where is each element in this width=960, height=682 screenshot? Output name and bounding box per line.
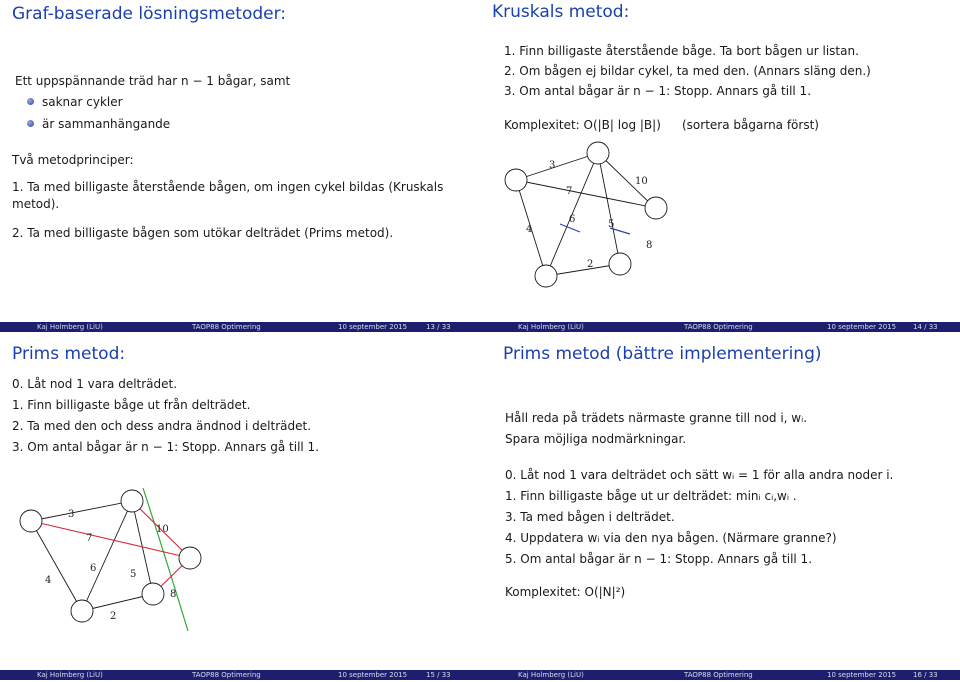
footer-date: 10 september 2015 xyxy=(338,323,408,331)
edge-weight: 5 xyxy=(608,219,615,230)
principle-1-line-1: 1. Ta med billigaste återstående bågen, om ingen cykel bildas (Kruskals xyxy=(12,180,444,194)
graph-node xyxy=(535,265,557,287)
step: 0. Låt nod 1 vara delträdet och sätt wᵢ = 1 för alla andra noder i. xyxy=(505,468,894,482)
edge-weight: 4 xyxy=(526,224,533,235)
graph-node xyxy=(20,510,42,532)
prims-graph xyxy=(0,341,480,682)
edge-weight: 10 xyxy=(156,524,169,535)
graph-node xyxy=(179,547,201,569)
bullet-item xyxy=(27,117,170,131)
step: 1. Finn billigaste båge ut från delträdet. xyxy=(12,398,251,412)
footer-bar xyxy=(0,322,480,332)
graph-node xyxy=(142,583,164,605)
footer-date: 10 september 2015 xyxy=(338,671,408,679)
graph-node xyxy=(71,600,93,622)
step: 4. Uppdatera wᵢ via den nya bågen. (Närmare granne?) xyxy=(505,531,837,545)
slide-title: Graf-baserade lösningsmetoder: xyxy=(12,4,287,24)
graph-node xyxy=(645,197,667,219)
step: 3. Ta med bågen i delträdet. xyxy=(505,510,675,524)
slide-13 xyxy=(0,0,480,341)
footer-author: Kaj Holmberg (LiU) xyxy=(518,671,584,679)
step: 3. Om antal bågar är n − 1: Stopp. Annars gå till 1. xyxy=(504,84,812,98)
slide-16 xyxy=(480,341,960,682)
footer-page: 14 / 33 xyxy=(913,323,938,331)
graph-node xyxy=(587,142,609,164)
footer-author: Kaj Holmberg (LiU) xyxy=(37,323,103,331)
edge-weight: 8 xyxy=(646,240,653,251)
tree-intro: Ett uppspännande träd har n − 1 bågar, samt xyxy=(15,74,291,88)
step: 3. Om antal bågar är n − 1: Stopp. Annars gå till 1. xyxy=(12,440,320,454)
complexity-note: (sortera bågarna först) xyxy=(682,118,819,132)
footer-page: 16 / 33 xyxy=(913,671,938,679)
graph-edge xyxy=(82,501,132,611)
edge-weight: 2 xyxy=(110,611,117,622)
step: 0. Låt nod 1 vara delträdet. xyxy=(12,377,178,391)
footer-date: 10 september 2015 xyxy=(827,671,897,679)
graph-node xyxy=(121,490,143,512)
edge-weight: 6 xyxy=(90,563,97,574)
step: 2. Ta med den och dess andra ändnod i delträdet. xyxy=(12,419,312,433)
intro-line: Spara möjliga nodmärkningar. xyxy=(505,432,687,446)
bullet-text: är sammanhängande xyxy=(42,117,171,131)
kruskal-graph xyxy=(480,0,960,341)
edge-weight: 6 xyxy=(569,214,576,225)
complexity: Komplexitet: O(|B| log |B|) xyxy=(504,118,661,132)
slide-15 xyxy=(0,341,480,682)
slide-title: Kruskals metod: xyxy=(492,2,630,22)
graph-node xyxy=(505,169,527,191)
slide-title: Prims metod (bättre implementering) xyxy=(503,344,822,364)
graph-edge xyxy=(516,153,598,180)
graph-node xyxy=(609,253,631,275)
footer-page: 13 / 33 xyxy=(426,323,451,331)
footer-date: 10 september 2015 xyxy=(827,323,897,331)
footer-bar xyxy=(480,322,960,332)
complexity: Komplexitet: O(|N|²) xyxy=(505,585,626,599)
edge-weight: 2 xyxy=(587,259,594,270)
discard-marker xyxy=(560,224,580,232)
bullet-icon xyxy=(27,120,34,127)
bullet-text: saknar cykler xyxy=(42,95,123,109)
graph-edge xyxy=(598,153,620,264)
edge-weight: 8 xyxy=(170,589,177,600)
slide-title: Prims metod: xyxy=(12,344,126,364)
edge-weight: 3 xyxy=(549,160,556,171)
graph-edge xyxy=(31,521,82,611)
footer-course: TAOP88 Optimering xyxy=(192,323,261,331)
edge-weight: 7 xyxy=(566,186,573,197)
bullet-item xyxy=(27,95,123,109)
principle-1-line-2: metod). xyxy=(12,197,60,211)
edge-weight: 7 xyxy=(86,533,93,544)
step: 2. Om bågen ej bildar cykel, ta med den. (Annars släng den.) xyxy=(504,64,871,78)
footer-bar xyxy=(480,670,960,680)
footer-author: Kaj Holmberg (LiU) xyxy=(518,323,584,331)
principle-2: 2. Ta med billigaste bågen som utökar delträdet (Prims metod). xyxy=(12,226,394,240)
step: 1. Finn billigaste båge ut ur delträdet: minᵢ cᵢ,wᵢ . xyxy=(505,489,797,503)
edge-weight: 5 xyxy=(130,569,137,580)
edge-weight: 4 xyxy=(45,575,52,586)
footer-page: 15 / 33 xyxy=(426,671,451,679)
graph-edge xyxy=(31,501,132,521)
footer-bar xyxy=(0,670,480,680)
footer-course: TAOP88 Optimering xyxy=(192,671,261,679)
footer-course: TAOP88 Optimering xyxy=(684,671,753,679)
principles-heading: Två metodprinciper: xyxy=(12,153,134,167)
edge-weight: 3 xyxy=(68,509,75,520)
bullet-icon xyxy=(27,98,34,105)
footer-author: Kaj Holmberg (LiU) xyxy=(37,671,103,679)
edge-weight: 10 xyxy=(635,176,648,187)
footer-course: TAOP88 Optimering xyxy=(684,323,753,331)
intro-line: Håll reda på trädets närmaste granne till nod i, wᵢ. xyxy=(505,411,808,425)
step: 1. Finn billigaste återstående båge. Ta bort bågen ur listan. xyxy=(504,44,859,58)
slide-14 xyxy=(480,0,960,341)
step: 5. Om antal bågar är n − 1: Stopp. Annars gå till 1. xyxy=(505,552,813,566)
